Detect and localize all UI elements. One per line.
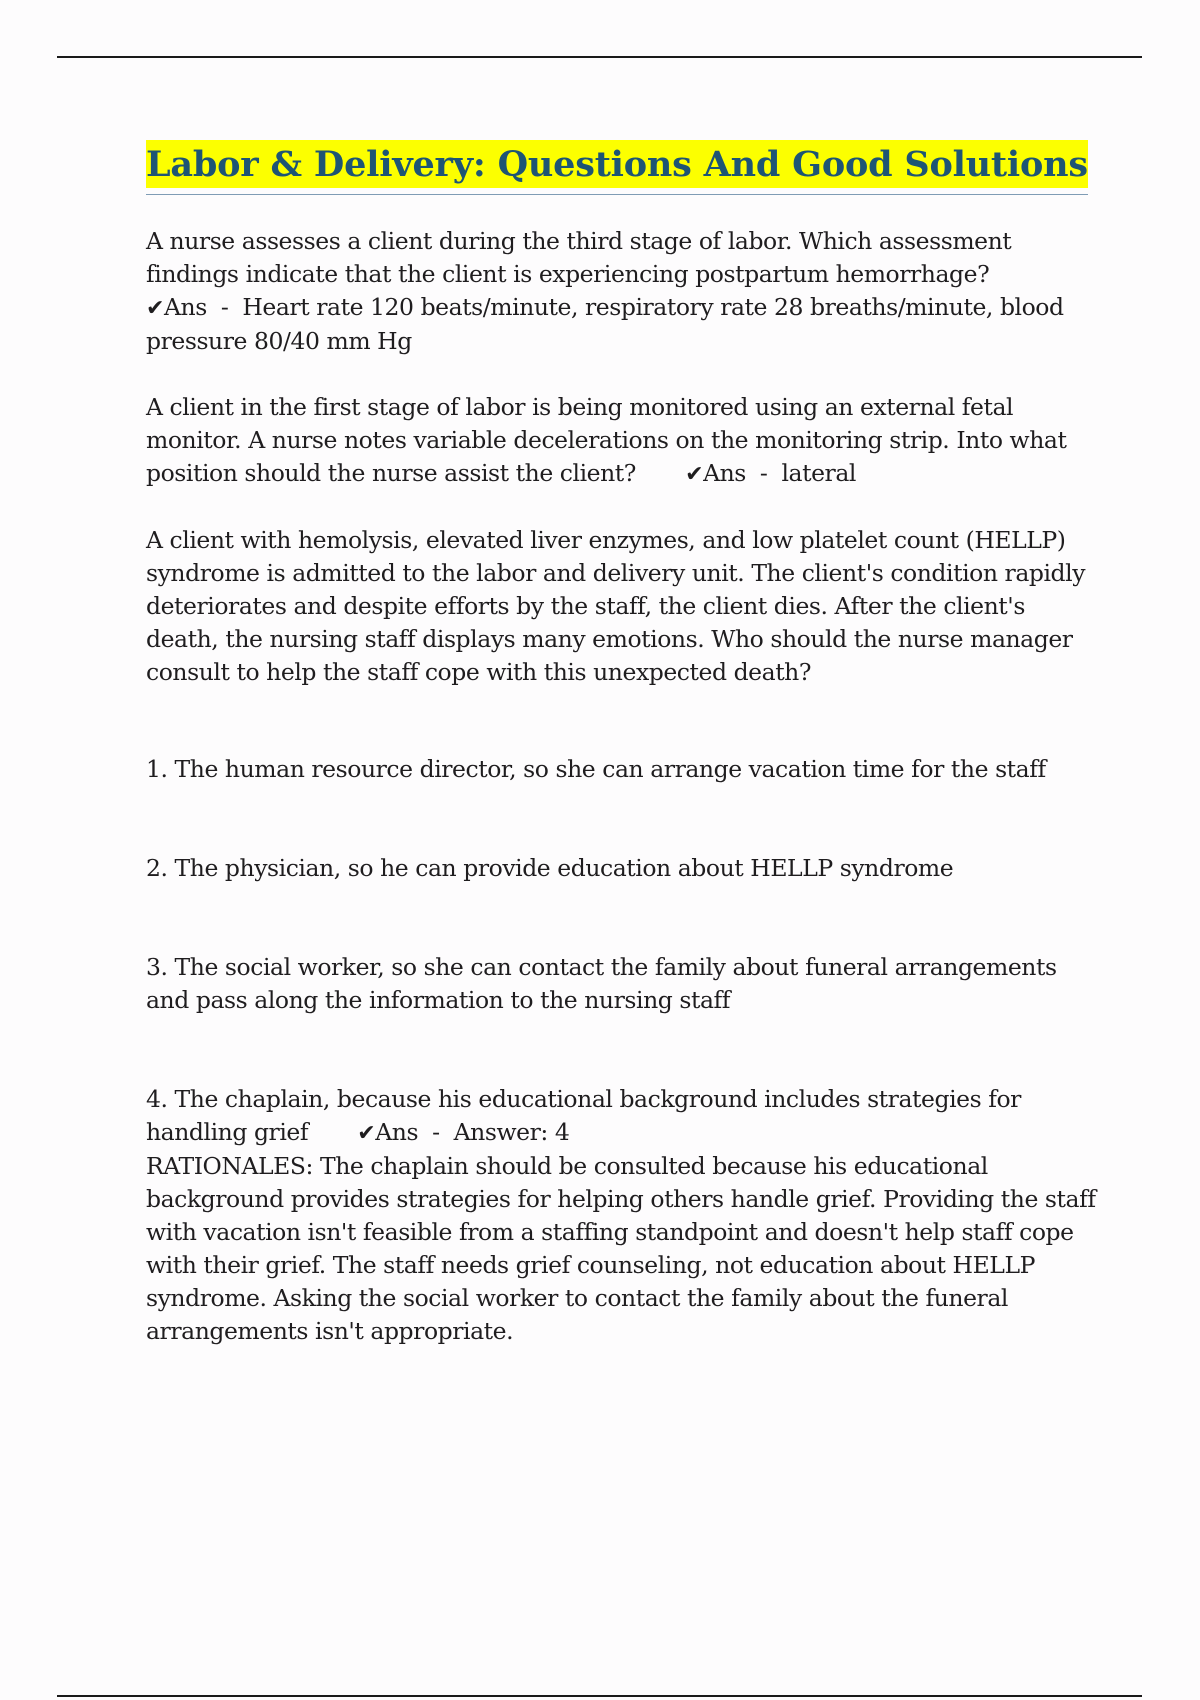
question-1 xyxy=(146,225,1098,358)
answer-option-3: 3. The social worker, so she can contact the family about funeral arrangements and pass along the information to the nursing staff xyxy=(146,953,1057,1014)
bottom-rule xyxy=(57,1695,1142,1697)
top-rule xyxy=(57,56,1142,58)
question-3 xyxy=(146,524,1098,1348)
page-title: Labor & Delivery: Questions And Good Solutions xyxy=(146,140,1088,188)
checkmark-icon: ✔ xyxy=(357,1121,376,1146)
option-text: 4. The chaplain, because his educational background includes strategies for handling grief xyxy=(146,1085,1021,1146)
checkmark-icon: ✔ xyxy=(685,462,704,487)
question-text: A client with hemolysis, elevated liver enzymes, and low platelet count (HELLP) syndrome is admitted to the labor and delivery unit. The client's condition rapidly deteriorates and despite efforts by the staff, the client dies. After the client's death, the nursing staff displays many emotions. Who should the nurse manager consult to help the staff cope with this unexpected death? xyxy=(146,526,1086,686)
question-text: A nurse assesses a client during the third stage of labor. Which assessment findings indicate that the client is experiencing postpartum hemorrhage? xyxy=(146,227,1012,288)
checkmark-icon: ✔ xyxy=(146,296,164,321)
answer-option-2: 2. The physician, so he can provide education about HELLP syndrome xyxy=(146,854,954,882)
question-text: A client in the first stage of labor is being monitored using an external fetal monitor. A nurse notes variable decelerations on the monitoring strip. Into what position should the nurse assist the client? xyxy=(146,393,1067,487)
answer-text: lateral xyxy=(781,459,856,487)
answer-prefix: Ans - xyxy=(163,293,243,321)
title-underline xyxy=(146,140,1088,195)
answer-text: Heart rate 120 beats/minute, respiratory rate 28 breaths/minute, blood pressure 80/40 mm Hg xyxy=(146,293,1064,355)
answer-prefix: Ans - xyxy=(703,459,782,487)
question-2 xyxy=(146,391,1098,491)
answer-text: Answer: 4 xyxy=(453,1118,570,1146)
rationale-text: RATIONALES: The chaplain should be consulted because his educational background provides strategies for helping others handle grief. Providing the staff with vacation isn't feasible from a staffing standpoint and doesn't help staff cope with their grief. The staff needs grief counseling, not education about HELLP syndrome. Asking the social worker to contact the family about the funeral arrangements isn't appropriate. xyxy=(146,1152,1096,1345)
answer-option-4 xyxy=(146,1083,1098,1150)
answer-option-1: 1. The human resource director, so she can arrange vacation time for the staff xyxy=(146,755,1046,783)
document-body xyxy=(146,140,1098,1348)
answer-prefix: Ans - xyxy=(375,1118,454,1146)
